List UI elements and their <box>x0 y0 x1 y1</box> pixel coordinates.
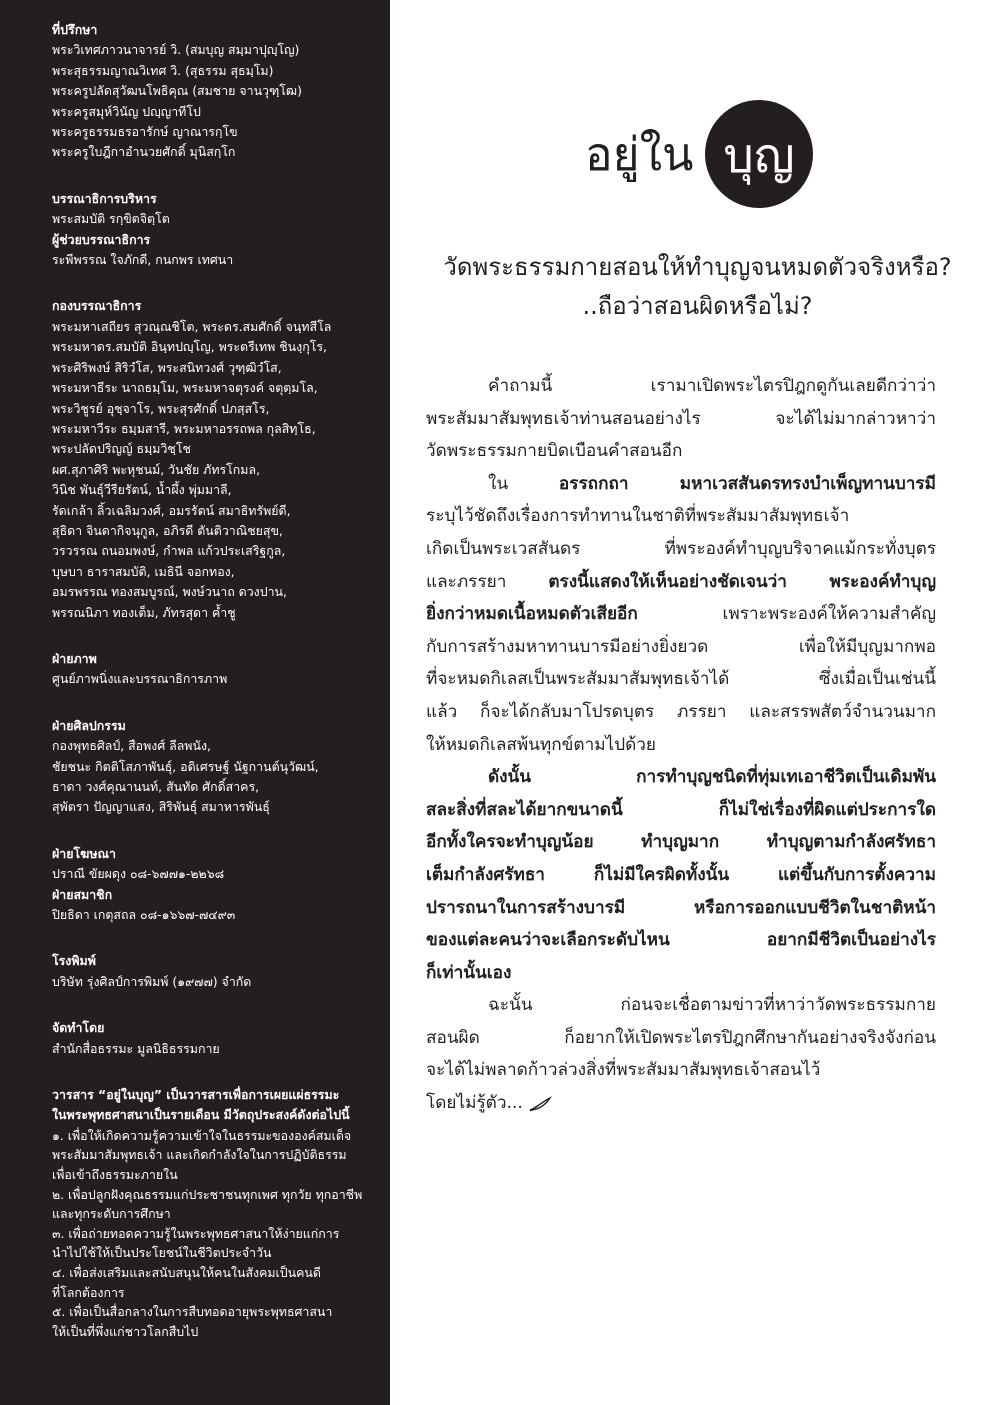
article-body <box>426 370 936 1120</box>
editorial-board-line: พระวิชูรย์ อุชฺจาโร, พระสุรศักดิ์ ปภสฺสโร, <box>52 400 270 416</box>
members-heading: ฝ่ายสมาชิก <box>52 886 113 902</box>
advisor-name: พระครูใบฎีกาอำนวยศักดิ์ มุนิสกฺโก <box>52 144 236 160</box>
art-line: สุพัตรา ปัญญาแสง, สิริพันธุ์ สมาหารพันธุ์ <box>52 799 270 815</box>
mission-line: ๕. เพื่อเป็นสื่อกลางในการสืบทอดอายุพระพุทธศาสนา <box>52 1304 333 1320</box>
produced-by-line: สำนักสื่อธรรมะ มูลนิธิธรรมกาย <box>52 1040 220 1056</box>
editorial-board-line: พระมหาธีระ นาถธมฺโม, พระมหาจตุรงค์ จตุตฺมโล, <box>52 380 318 396</box>
produced-by-section <box>52 1018 378 1059</box>
art-heading: ฝ่ายศิลปกรรม <box>52 717 126 733</box>
mission-line: ๒. เพื่อปลูกฝังคุณธรรมแก่ประชาชนทุกเพศ ทุกวัย ทุกอาชีพ <box>52 1186 363 1202</box>
photo-line: ศูนย์ภาพนิ่งและบรรณาธิการภาพ <box>52 671 228 687</box>
paragraph-3 <box>426 924 936 957</box>
text-line: เพราะพระองค์ให้ความสำคัญ <box>637 604 936 625</box>
emphasis-text: ของแต่ละคนว่าจะเลือกระดับไหน อยากมีชีวิตเป็นอย่างไร <box>426 930 936 951</box>
emphasis-text: ก็เท่านั้นเอง <box>426 962 512 983</box>
paragraph-2 <box>426 566 936 599</box>
paragraph-3 <box>426 826 936 859</box>
paragraph-2 <box>426 468 936 501</box>
assistant-editor-heading: ผู้ช่วยบรรณาธิการ <box>52 231 151 247</box>
paragraph-2: ที่จะหมดกิเลสเป็นพระสัมมาสัมพุทธเจ้าได้ ซึ่งเมื่อเป็นเช่นนี้ <box>426 669 936 690</box>
editorial-board-section <box>52 296 378 623</box>
paragraph-4 <box>426 1087 936 1120</box>
emphasis-text: อีกทั้งใครจะทำบุญน้อย ทำบุญมาก ทำบุญตามกำลังศรัทธา <box>426 832 936 853</box>
editorial-board-line: พระปลัดปริญญ์ ธมฺมวิชฺโช <box>52 441 191 457</box>
text-line: และภรรยา <box>426 571 549 592</box>
art-line: ชัยชนะ กิตติโสภาพันธุ์, อดิเศรษฐ์ นัฐกานต์นุวัฒน์, <box>52 758 319 774</box>
assistant-editor-name: ระพีพรรณ ใจภักดี, กนกพร เทศนา <box>52 252 234 268</box>
advisor-name: พระครูสมุห์วินัญ ปญฺญาทีโป <box>52 103 201 119</box>
editorial-board-line: พรรณนิภา ทองเต็ม, ภัทรสุดา ค้ำชู <box>52 604 236 620</box>
mission-heading-line: ในพระพุทธศาสนาเป็นรายเดือน มีวัตถุประสงค์ดังต่อไปนี้ <box>52 1107 350 1123</box>
advisors-heading: ที่ปรึกษา <box>52 22 98 37</box>
editorial-board-heading: กองบรรณาธิการ <box>52 298 142 314</box>
printing-heading: โรงพิมพ์ <box>52 953 96 969</box>
mission-heading-line: วารสาร “อยู่ในบุญ” เป็นวารสารเพื่อการเผยแผ่ธรรมะ <box>52 1087 340 1103</box>
paragraph-4: สอนผิด ก็อยากให้เปิดพระไตรปิฎกศึกษากันอย่างจริงจังก่อน <box>426 1027 936 1048</box>
emphasis-text: ปรารถนาในการสร้างบารมี หรือการออกแบบชีวิตในชาติหน้า <box>426 897 936 918</box>
article-title-line: ..ถือว่าสอนผิดหรือไม่? <box>582 292 813 320</box>
produced-by-heading: จัดทำโดย <box>52 1020 105 1036</box>
logo-text-circle: บุญ <box>723 128 795 184</box>
advisor-name: พระสุธรรมญาณวิเทศ วิ. (สุธรรม สุธมฺโม) <box>52 62 274 78</box>
advisor-name: พระครูธรรมธรอารักษ์ ญาณารกฺโข <box>52 124 238 140</box>
executive-editor-heading: บรรณาธิการบริหาร <box>52 190 157 206</box>
paragraph-1 <box>426 370 936 403</box>
paragraph-4 <box>426 989 936 1022</box>
paragraph-3 <box>426 794 936 827</box>
text-line: โดยไม่รู้ตัว... <box>426 1093 523 1114</box>
editorial-board-line: พระศิริพงษ์ สิริวํโส, พระสนิทวงศ์ วุฑฺฒิวํโส, <box>52 359 282 375</box>
editorial-board-line: วินิช พันธุ์วีรียรัตน์, น้ำผึ้ง พุ่มมาลี, <box>52 482 232 498</box>
editorial-board-line: พระมหาเสถียร สุวณฺณชิโต, พระดร.สมศักดิ์ จนฺทสีโล <box>52 318 332 334</box>
logo-text-left: อยู่ใน <box>585 127 694 181</box>
paragraph-2: แล้ว ก็จะได้กลับมาโปรดบุตร ภรรยา และสรรพสัตว์จำนวนมาก <box>426 701 936 722</box>
art-line: ธาดา วงศ์คุณานนท์, สันทัด ศักดิ์สาคร, <box>52 779 260 794</box>
printing-line: บริษัท รุ่งศิลป์การพิมพ์ (๑๙๗๗) จำกัด <box>52 973 252 989</box>
mission-line: นำไปใช้ให้เป็นประโยชน์ในชีวิตประจำวัน <box>52 1245 272 1261</box>
emphasis-text: ดังนั้น การทำบุญชนิดที่ทุ่มเทเอาชีวิตเป็นเดิมพัน <box>488 767 936 788</box>
executive-editor-section <box>52 189 378 271</box>
editorial-board-line: ผศ.สุภาศิริ พะหุชนม์, วันชัย ภัทรโกมล, <box>52 461 261 477</box>
paragraph-4: จะได้ไม่พลาดก้าวล่วงสิ่งที่พระสัมมาสัมพุทธเจ้าสอนไว้ <box>426 1060 821 1081</box>
quill-icon <box>528 1096 552 1112</box>
magazine-logo <box>583 100 823 210</box>
emphasis-text: ตรงนี้แสดงให้เห็นอย่างชัดเจนว่า พระองค์ทำบุญ <box>548 571 936 592</box>
mission-line: พระสัมมาสัมพุทธเจ้า และเกิดกำลังใจในการปฏิบัติธรรม <box>52 1147 347 1163</box>
editorial-board-line: รัดเกล้า ลิ้วเฉลิมวงศ์, อมรรัตน์ สมาธิทรัพย์ดี, <box>52 502 291 518</box>
credits-sidebar <box>0 0 390 1405</box>
advisor-name: พระวิเทศภาวนาจารย์ วิ. (สมบุญ สมฺมาปุญฺโญ) <box>52 42 300 58</box>
editorial-board-line: อมรพรรณ ทองสมบูรณ์, พงษ์วนาถ ดวงปาน, <box>52 584 287 600</box>
paragraph-2: เกิดเป็นพระเวสสันดร ที่พระองค์ทำบุญบริจาคแม้กระทั่งบุตร <box>426 538 936 559</box>
editorial-board-line: บุษบา ธาราสมบัติ, เมธินี จอกทอง, <box>52 563 235 579</box>
emphasis-text: สละสิ่งที่สละได้ยากขนาดนี้ ก็ไม่ใช่เรื่องที่ผิดแต่ประการใด <box>426 799 936 820</box>
advertising-section <box>52 844 378 926</box>
mission-line: ที่โลกต้องการ <box>52 1284 125 1300</box>
printing-section <box>52 951 378 992</box>
art-section <box>52 716 378 818</box>
advisor-name: พระครูปลัดสุวัฒนโพธิคุณ (สมชาย จานวุฑฺโฒ) <box>52 83 302 99</box>
mission-line: ๑. เพื่อให้เกิดความรู้ความเข้าใจในธรรมะขององค์สมเด็จ <box>52 1127 352 1143</box>
text-line: ฉะนั้น ก่อนจะเชื่อตามข่าวที่หาว่าวัดพระธรรมกาย <box>488 995 936 1016</box>
editorial-board-line: พระมหาวีระ ธมฺมสารี, พระมหาอรรถพล กุลสิทฺโธ, <box>52 420 316 436</box>
article-title-line: วัดพระธรรมกายสอนให้ทำบุญจนหมดตัวจริงหรือ? <box>443 253 952 281</box>
paragraph-2: ให้หมดกิเลสพ้นทุกข์ตามไปด้วย <box>426 734 656 755</box>
editorial-board-line: วรวรรณ ถนอมพงษ์, กำพล แก้วประเสริฐกูล, <box>52 543 286 559</box>
mission-line: ๓. เพื่อถ่ายทอดความรู้ในพระพุทธศาสนาให้ง่ายแก่การ <box>52 1225 340 1241</box>
art-line: กองพุทธศิลป์, สือพงศ์ ลีลพนัง, <box>52 738 211 754</box>
paragraph-3 <box>426 859 936 892</box>
paragraph-1: พระสัมมาสัมพุทธเจ้าท่านสอนอย่างไร จะได้ไม่มากล่าวหาว่า <box>426 408 936 429</box>
paragraph-2 <box>426 598 936 631</box>
text-line: ใน <box>488 473 559 494</box>
paragraph-2: กับการสร้างมหาทานบารมีอย่างยิ่งยวด เพื่อให้มีบุญมากพอ <box>426 636 936 657</box>
paragraph-2: ระบุไว้ชัดถึงเรื่องการทำทานในชาติที่พระสัมมาสัมพุทธเจ้า <box>426 506 850 527</box>
emphasis-text: เต็มกำลังศรัทธา ก็ไม่มีใครผิดทั้งนั้น แต่ขึ้นกับการตั้งความ <box>426 864 936 885</box>
paragraph-3 <box>426 957 936 990</box>
paragraph-1: วัดพระธรรมกายบิดเบือนคำสอนอีก <box>426 441 683 462</box>
executive-editor-name: พระสมบัติ รกฺขิตจิตฺโต <box>52 211 170 227</box>
advertising-heading: ฝ่ายโฆษณา <box>52 845 116 861</box>
photo-section <box>52 649 378 690</box>
emphasis-text: อรรถกถา มหาเวสสันดรทรงบำเพ็ญทานบารมี <box>558 473 936 494</box>
photo-heading: ฝ่ายภาพ <box>52 650 97 666</box>
mission-line: เพื่อเข้าถึงธรรมะภายใน <box>52 1167 178 1183</box>
mission-section <box>52 1085 378 1341</box>
advertising-line: ปราณี ขัยผดุง ๐๘-๖๗๗๑-๒๒๖๘ <box>52 866 225 882</box>
mission-line: ๔. เพื่อส่งเสริมและสนับสนุนให้คนในสังคมเป็นคนดี <box>52 1265 321 1281</box>
editorial-board-line: พระมหาดร.สมบัติ อินฺทปญฺโญ, พระตรีเทพ ชินงฺกุโร, <box>52 339 327 355</box>
emphasis-text: ยิ่งกว่าหมดเนื้อหมดตัวเสียอีก <box>426 604 638 625</box>
advisors-section <box>52 20 378 163</box>
editorial-board-line: สุธิดา จินดากิจนุกูล, อภิรดี ตันติวาณิชยสุข, <box>52 522 283 538</box>
members-line: ปิยธิดา เกตุสถล ๐๘-๑๖๖๗-๗๔๙๓ <box>52 907 236 923</box>
article-title <box>410 248 985 326</box>
text-line: คำถามนี้ เรามาเปิดพระไตรปิฎกดูกันเลยดีกว่าว่า <box>488 376 936 396</box>
mission-line: ให้เป็นที่พึ่งแก่ชาวโลกสืบไป <box>52 1323 199 1339</box>
paragraph-3 <box>426 761 936 794</box>
mission-line: และทุกระดับการศึกษา <box>52 1206 171 1222</box>
paragraph-3 <box>426 892 936 925</box>
